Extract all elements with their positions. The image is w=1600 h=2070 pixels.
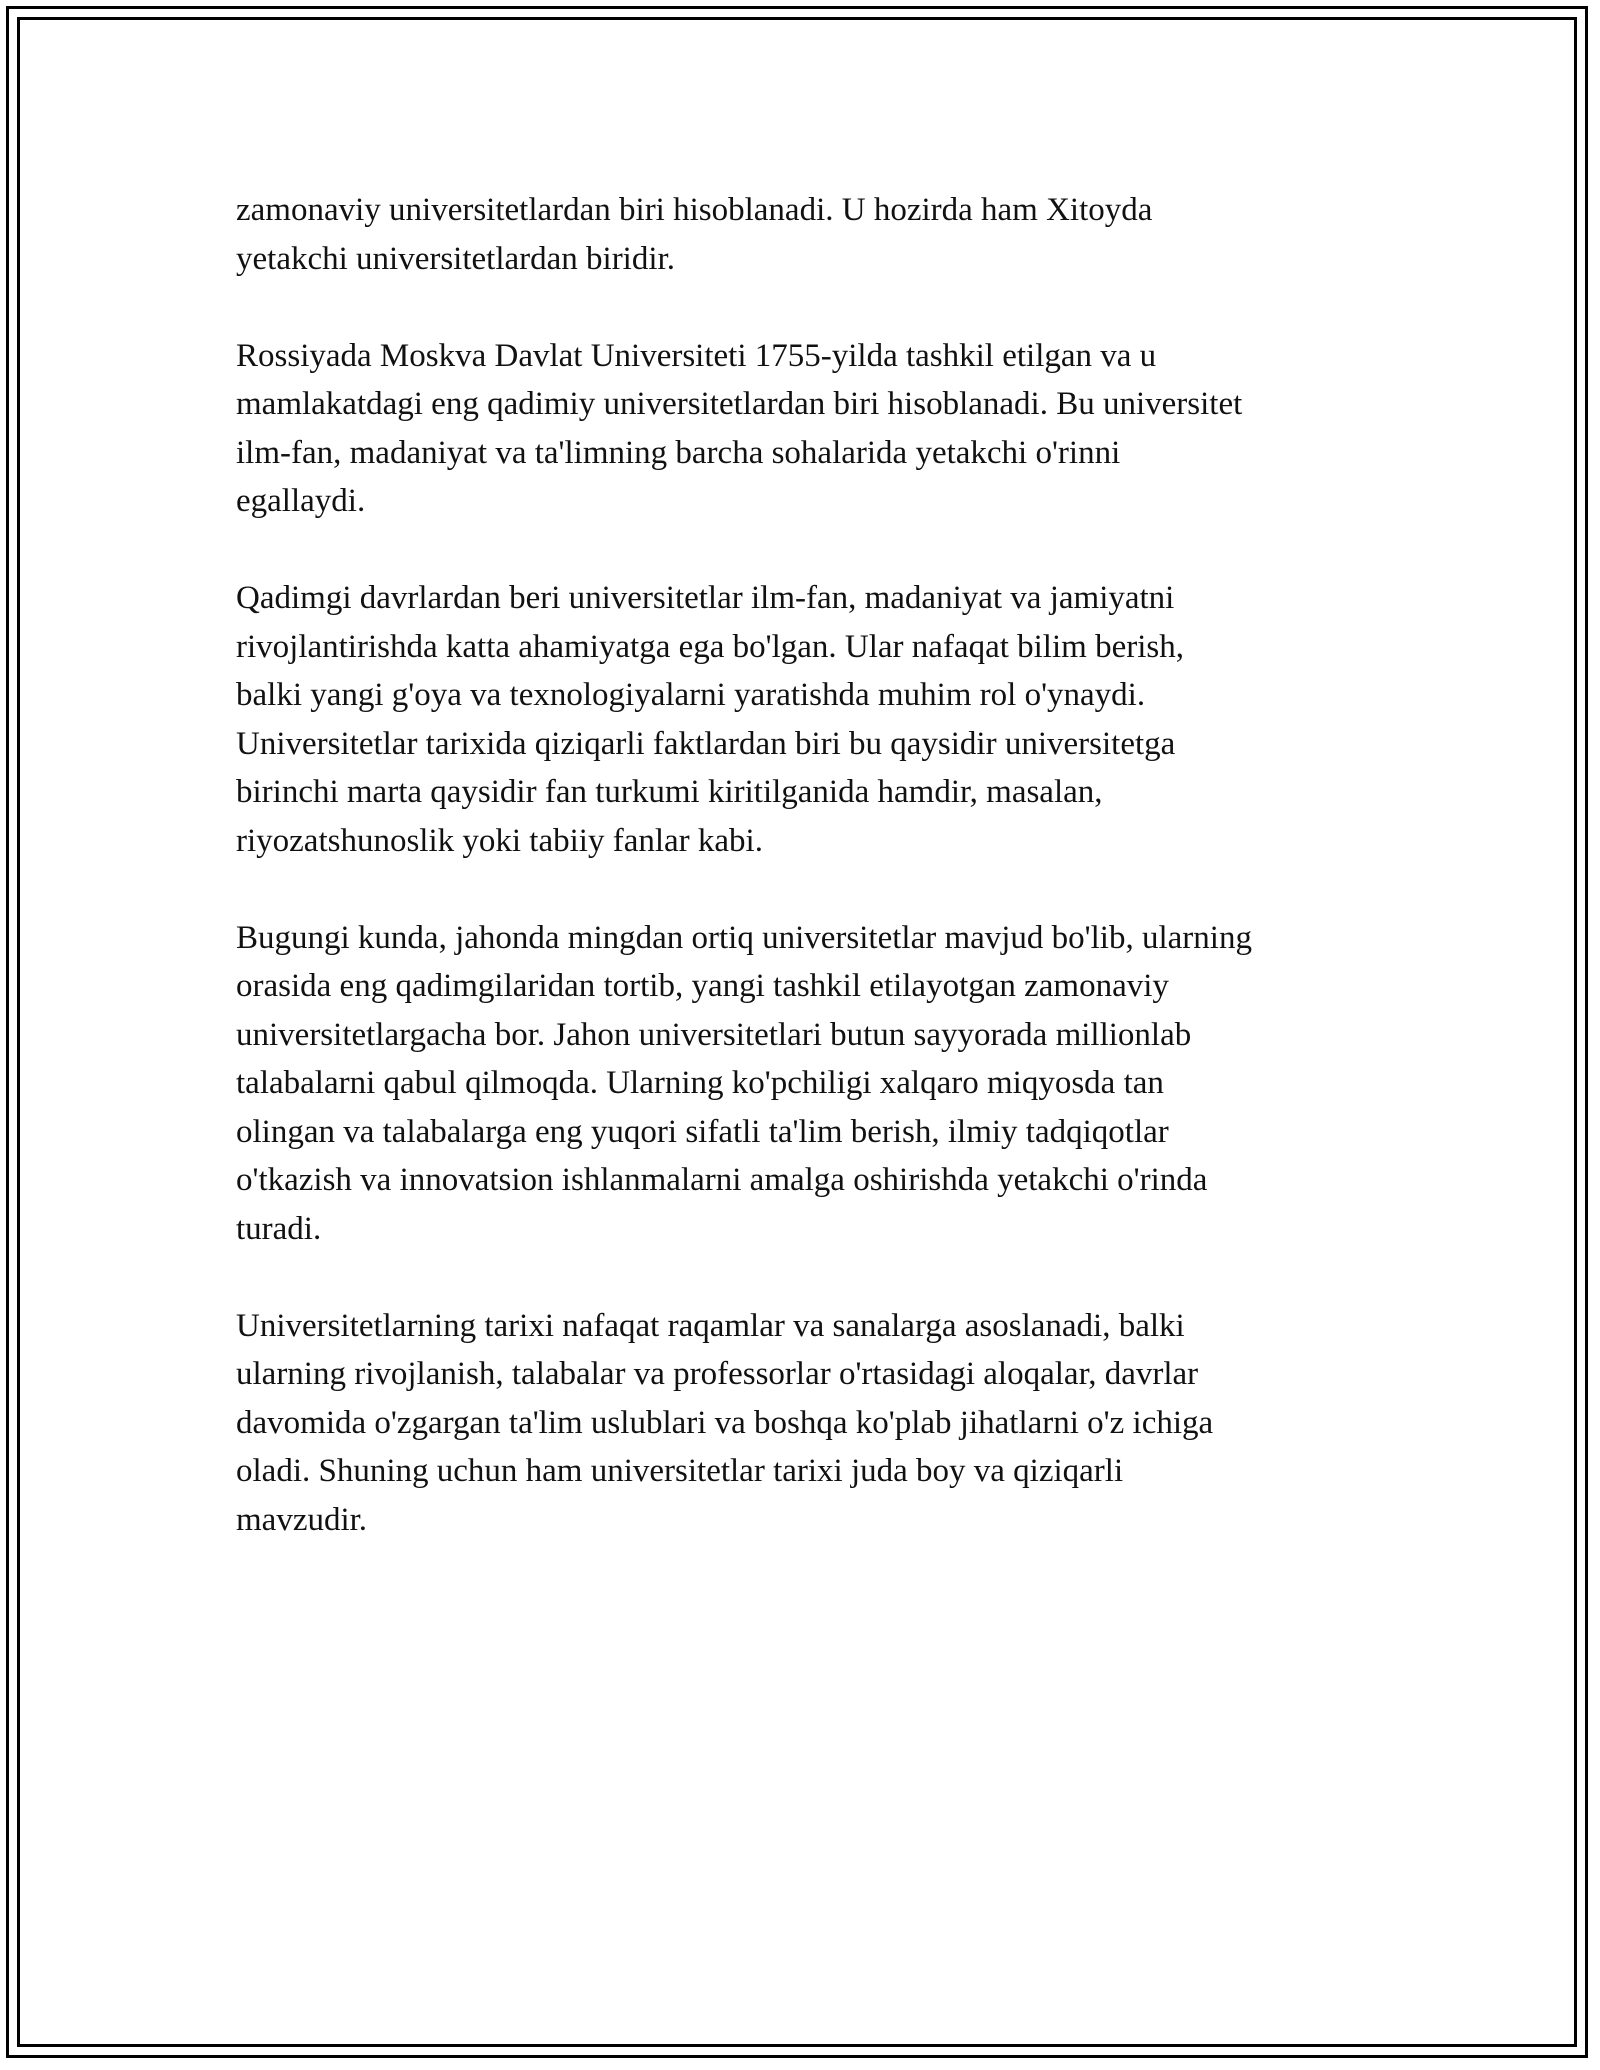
text-line: balki yangi g'oya va texnologiyalarni yaratishda muhim rol o'ynaydi. xyxy=(236,677,1146,713)
text-line: talabalarni qabul qilmoqda. Ularning ko'pchiligi xalqaro miqyosda tan xyxy=(236,1065,1164,1101)
text-line: mamlakatdagi eng qadimiy universitetlardan biri hisoblanadi. Bu universitet xyxy=(236,386,1243,422)
text-line: ularning rivojlanish, talabalar va professorlar o'rtasidagi aloqalar, davrlar xyxy=(236,1356,1199,1392)
paragraph-5 xyxy=(236,1302,1386,1545)
text-line: Universitetlar tarixida qiziqarli faktlardan biri bu qaysidir universitetga xyxy=(236,725,1176,762)
text-line: rivojlantirishda katta ahamiyatga ega bo'lgan. Ular nafaqat bilim berish, xyxy=(236,628,1184,665)
text-line: olingan va talabalarga eng yuqori sifatli ta'lim berish, ilmiy tadqiqotlar xyxy=(236,1113,1169,1150)
text-line: turadi. xyxy=(236,1210,322,1247)
text-line: riyozatshunoslik yoki tabiiy fanlar kabi. xyxy=(236,822,763,859)
text-line: Bugungi kunda, jahonda mingdan ortiq universitetlar mavjud bo'lib, ularning xyxy=(236,919,1252,956)
text-line: Universitetlarning tarixi nafaqat raqamlar va sanalarga asoslanadi, balki xyxy=(236,1307,1185,1344)
text-line: birinchi marta qaysidir fan turkumi kiritilganida hamdir, masalan, xyxy=(236,774,1103,810)
paragraph-4 xyxy=(236,914,1386,1254)
text-line: davomida o'zgargan ta'lim uslublari va boshqa ko'plab jihatlarni o'z ichiga xyxy=(236,1404,1214,1441)
text-line: oladi. Shuning uchun ham universitetlar tarixi juda boy va qiziqarli xyxy=(236,1453,1124,1489)
text-line: egallaydi. xyxy=(236,483,366,519)
text-line: yetakchi universitetlardan biridir. xyxy=(236,240,675,277)
text-line: universitetlargacha bor. Jahon universitetlari butun sayyorada millionlab xyxy=(236,1016,1192,1053)
text-line: orasida eng qadimgilaridan tortib, yangi tashkil etilayotgan zamonaviy xyxy=(236,968,1169,1004)
text-line: Rossiyada Moskva Davlat Universiteti 1755-yilda tashkil etilgan va u xyxy=(236,337,1157,374)
document-body xyxy=(236,186,1386,1593)
text-line: zamonaviy universitetlardan biri hisoblanadi. U hozirda ham Xitoyda xyxy=(236,192,1153,228)
paragraph-1 xyxy=(236,186,1386,283)
paragraph-3 xyxy=(236,574,1386,865)
text-line: ilm-fan, madaniyat va ta'limning barcha sohalarida yetakchi o'rinni xyxy=(236,434,1121,471)
paragraph-2 xyxy=(236,332,1386,526)
text-line: mavzudir. xyxy=(236,1501,368,1538)
text-line: o'tkazish va innovatsion ishlanmalarni amalga oshirishda yetakchi o'rinda xyxy=(236,1162,1208,1198)
text-line: Qadimgi davrlardan beri universitetlar ilm-fan, madaniyat va jamiyatni xyxy=(236,580,1175,616)
